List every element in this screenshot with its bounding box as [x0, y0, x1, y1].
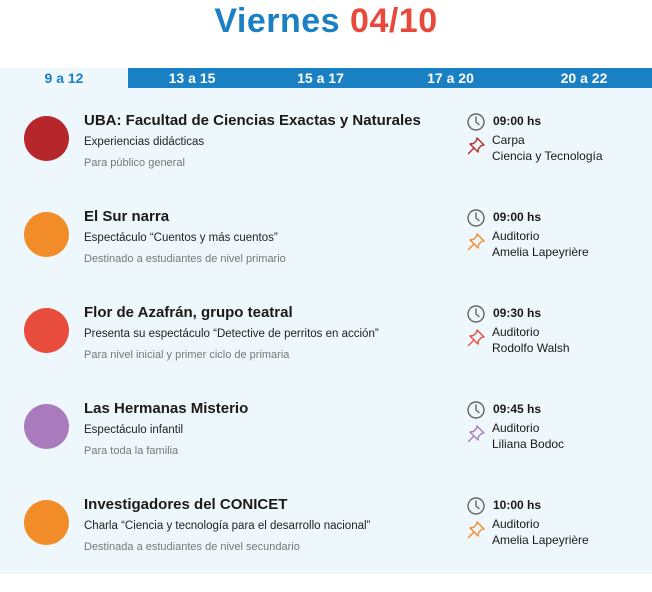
event-place: Auditorio — [492, 325, 540, 339]
event-title: El Sur narra — [84, 208, 170, 225]
pushpin-icon — [466, 424, 486, 444]
clock-icon — [466, 496, 486, 516]
title-day: Viernes — [214, 2, 341, 40]
events-panel — [0, 88, 652, 574]
clock-icon — [466, 304, 486, 324]
event-place: Carpa — [492, 133, 525, 147]
tab-17-a-20[interactable]: 17 a 20 — [385, 68, 516, 88]
event-color-dot — [24, 116, 69, 161]
event-description: Charla “Ciencia y tecnología para el desarrollo nacional” — [84, 520, 371, 532]
event-item — [0, 400, 652, 496]
clock-icon — [466, 400, 486, 420]
event-title: Investigadores del CONICET — [84, 496, 288, 513]
event-time: 09:30 hs — [493, 306, 542, 320]
page-title — [0, 2, 652, 41]
event-item — [0, 208, 652, 304]
event-title: Las Hermanas Misterio — [84, 400, 249, 417]
event-audience: Para nivel inicial y primer ciclo de primaria — [84, 349, 290, 361]
event-place: Auditorio — [492, 229, 540, 243]
event-description: Experiencias didácticas — [84, 136, 205, 148]
event-title: Flor de Azafrán, grupo teatral — [84, 304, 293, 321]
event-place-detail: Amelia Lapeyrière — [492, 533, 589, 547]
event-place-detail: Liliana Bodoc — [492, 437, 565, 451]
tab-20-a-22[interactable]: 20 a 22 — [516, 68, 652, 88]
clock-icon — [466, 112, 486, 132]
event-place-detail: Ciencia y Tecnología — [492, 149, 603, 163]
event-time: 09:45 hs — [493, 402, 542, 416]
tab-9-a-12[interactable]: 9 a 12 — [0, 68, 128, 88]
pushpin-icon — [466, 328, 486, 348]
clock-icon — [466, 208, 486, 228]
event-place-detail: Amelia Lapeyrière — [492, 245, 589, 259]
event-item — [0, 112, 652, 208]
event-place: Auditorio — [492, 421, 540, 435]
event-audience: Destinado a estudiantes de nivel primario — [84, 253, 286, 265]
event-time: 10:00 hs — [493, 498, 542, 512]
event-audience: Destinada a estudiantes de nivel secundario — [84, 541, 300, 553]
event-description: Presenta su espectáculo “Detective de perritos en acción” — [84, 328, 379, 340]
event-item — [0, 304, 652, 400]
event-color-dot — [24, 404, 69, 449]
event-place-detail: Rodolfo Walsh — [492, 341, 570, 355]
tab-15-a-17[interactable]: 15 a 17 — [256, 68, 385, 88]
pushpin-icon — [466, 232, 486, 252]
time-tabs — [0, 68, 652, 88]
pushpin-icon — [466, 520, 486, 540]
event-color-dot — [24, 212, 69, 257]
title-date: 04/10 — [350, 2, 438, 40]
event-place: Auditorio — [492, 517, 540, 531]
event-audience: Para público general — [84, 157, 185, 169]
pushpin-icon — [466, 136, 486, 156]
event-title: UBA: Facultad de Ciencias Exactas y Naturales — [84, 112, 421, 129]
event-description: Espectáculo “Cuentos y más cuentos” — [84, 232, 278, 244]
event-item — [0, 496, 652, 592]
event-description: Espectáculo infantil — [84, 424, 184, 436]
event-time: 09:00 hs — [493, 114, 542, 128]
tab-13-a-15[interactable]: 13 a 15 — [128, 68, 256, 88]
event-audience: Para toda la familia — [84, 445, 179, 457]
event-time: 09:00 hs — [493, 210, 542, 224]
event-color-dot — [24, 500, 69, 545]
event-color-dot — [24, 308, 69, 353]
